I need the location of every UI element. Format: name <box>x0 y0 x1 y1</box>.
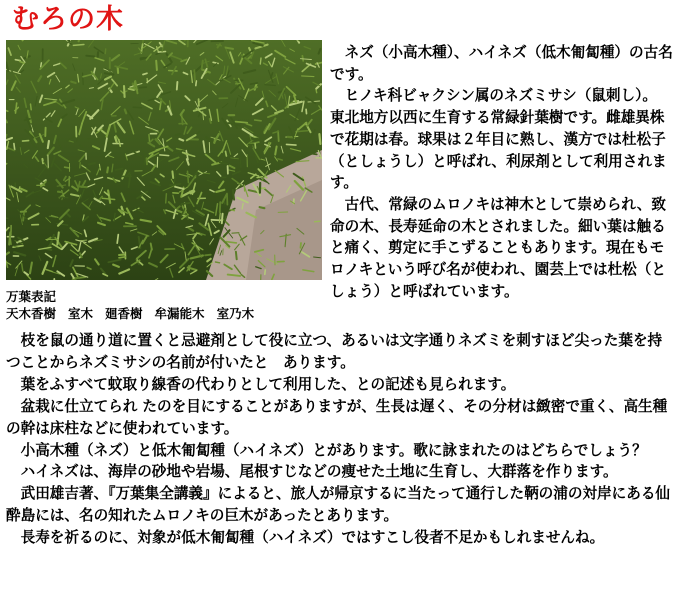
paragraph: 葉をふすべて蚊取り線香の代わりとして利用した、との記述も見られます。 <box>6 375 516 393</box>
manyo-notation-caption <box>6 288 254 322</box>
paragraph: 長寿を祈るのに、対象が低木匍匐種（ハイネズ）ではすこし役者不足かもしれませんね。 <box>6 529 605 547</box>
caption-variant: 廻香樹 <box>105 306 143 321</box>
paragraph: 古代、常緑のムロノキは神木として崇められ、致命の木、長寿延命の木とされました。細い葉は触ると痛く、剪定に手こずることもあります。現在もモロノキという呼び名が使われ、園芸上では杜松（としょう）と呼ばれています。 <box>330 195 666 300</box>
paragraph: 盆栽に仕立てられ たのを目にすることがありますが、生長は遅く、その分材は緻密で重く、高生種の幹は床柱などに使われています。 <box>6 397 668 437</box>
page-title: むろの木 <box>12 4 124 35</box>
paragraph: ネズ（小高木種）、ハイネズ（低木匍匐種）の古名です。 <box>330 44 673 83</box>
paragraph: 枝を鼠の通り道に置くと忌避剤として役に立つ、あるいは文字通りネズミを刺すほど尖った葉を持つことからネズミサシの名前が付いたと あります。 <box>6 332 663 371</box>
body-text <box>6 330 676 549</box>
paragraph: 武田雄吉著、『万葉集全講義』によると、旅人が帰京するに当たって通行した鞆の浦の対岸にある仙酔島には、名の知れたムロノキの巨木があったとあります。 <box>6 485 671 525</box>
caption-variant: 室木 <box>68 306 94 321</box>
paragraph: ハイネズは、海岸の砂地や岩場、尾根すじなどの痩せた土地に生育し、大群落を作ります。 <box>6 463 618 481</box>
caption-variant: 牟漏能木 <box>154 306 205 321</box>
intro-text <box>330 42 674 302</box>
caption-variant: 室乃木 <box>216 306 255 321</box>
caption-variant: 天木香樹 <box>6 306 57 321</box>
juniper-photo <box>6 40 322 280</box>
caption-heading: 万葉表記 <box>6 289 57 304</box>
paragraph: 小高木種（ネズ）と低木匍匐種（ハイネズ）とがあります。歌に詠まれたのはどちらでしょう？ <box>6 441 647 459</box>
juniper-foliage-image <box>6 40 322 280</box>
paragraph: ヒノキ科ビャクシン属のネズミサシ（鼠刺し）。 東北地方以西に生育する常緑針葉樹です。雌雄異株で花期は春。球果は２年目に熟し、漢方では杜松子（としょうし）と呼ばれ、利尿剤として利用されます。 <box>330 87 667 192</box>
caption-variants <box>6 305 254 322</box>
